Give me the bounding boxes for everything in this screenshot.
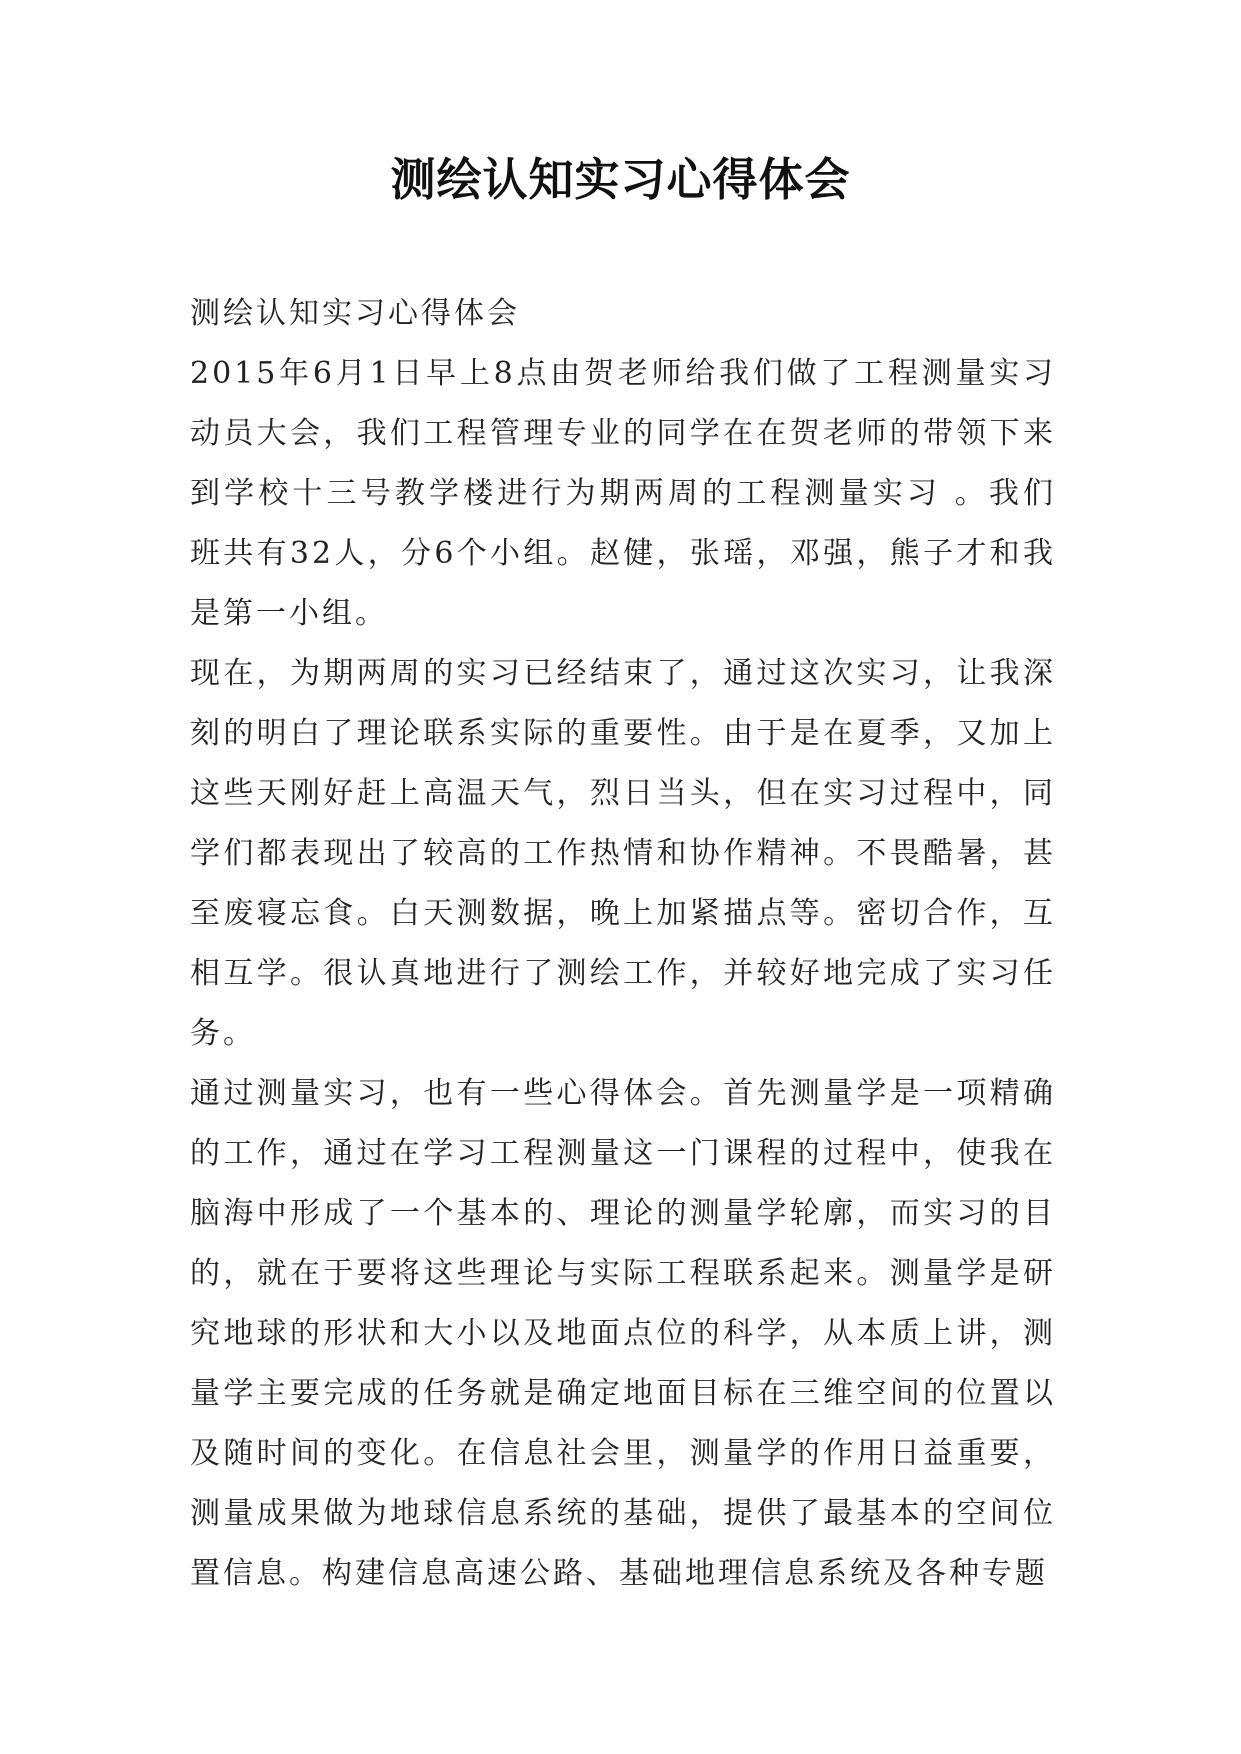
- paragraph-reflection: 通过测量实习，也有一些心得体会。首先测量学是一项精确的工作，通过在学习工程测量这一门课程的过程中，使我在脑海中形成了一个基本的、理论的测量学轮廓，而实习的目的，就在于要将这些理论与实际工程联系起来。测量学是研究地球的形状和大小以及地面点位的科学，从本质上讲，测量学主要完成的任务就是确定地面目标在三维空间的位置以及随时间的变化。在信息社会里，测量学的作用日益重要，测量成果做为地球信息系统的基础，提供了最基本的空间位置信息。构建信息高速公路、基础地理信息系统及各种专题: [190, 1076, 1056, 1591]
- document-title: 测绘认知实习心得体会: [390, 153, 851, 206]
- paragraph-subtitle: 测绘认知实习心得体会: [190, 296, 520, 331]
- paragraph-intro: 2015年6月1日早上8点由贺老师给我们做了工程测量实习动员大会，我们工程管理专业的同学在在贺老师的带领下来到学校十三号教学楼进行为期两周的工程测量实习 。我们班共有32人，分6个小组。赵健，张瑶，邓强，熊子才和我是第一小组。: [190, 356, 1056, 631]
- paragraph-summary: 现在，为期两周的实习已经结束了，通过这次实习，让我深刻的明白了理论联系实际的重要性。由于是在夏季，又加上这些天刚好赶上高温天气，烈日当头，但在实习过程中，同学们都表现出了较高的工作热情和协作精神。不畏酷暑，甚至废寝忘食。白天测数据，晚上加紧描点等。密切合作，互相互学。很认真地进行了测绘工作，并较好地完成了实习任务。: [190, 656, 1056, 1051]
- document-body: [190, 284, 1056, 1604]
